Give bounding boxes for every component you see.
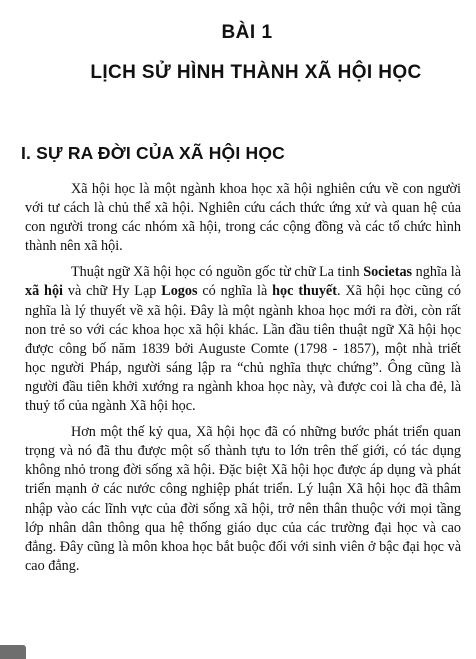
- body-text: [25, 180, 461, 583]
- paragraph-2: [25, 263, 461, 416]
- term-xa-hoi: xã hội: [25, 283, 63, 300]
- term-logos: Logos: [161, 283, 198, 300]
- section-heading: I. SỰ RA ĐỜI CỦA XÃ HỘI HỌC: [21, 143, 285, 163]
- term-hoc-thuyet: học thuyết: [272, 283, 337, 300]
- paragraph-2-text-3: và chữ Hy Lạp: [63, 283, 162, 300]
- term-societas: Societas: [363, 264, 413, 281]
- paragraph-2-text-1: Thuật ngữ Xã hội học có nguồn gốc từ chữ La tinh: [71, 264, 364, 281]
- paragraph-1: Xã hội học là một ngành khoa học xã hội nghiên cứu về con người với tư cách là chủ thể xã hội. Nghiên cứu cách thức ứng xử và quan hệ của con người trong các nhóm xã hội, trong các cộng đồng và các tổ chức hình thành nên xã hội.: [25, 181, 461, 255]
- paragraph-3: Hơn một thế kỷ qua, Xã hội học đã có những bước phát triển quan trọng và nó đã thu được một số thành tựu to lớn trên thế giới, có tác dụng không nhỏ trong đời sống xã hội. Đặc biệt Xã hội học được áp dụng và phát triển mạnh ở các nước công nghiệp phát triển. Lý luận Xã hội học đã thâm nhập vào các lĩnh vực của đời sống xã hội, trở nên thân thuộc với mọi tầng lớp nhân dân thông qua hệ thống giáo dục của các trường đại học và cao đẳng. Đây cũng là môn khoa học bắt buộc đối với sinh viên ở bậc đại học và cao đẳng.: [25, 424, 461, 574]
- lesson-number: BÀI 1: [221, 22, 273, 43]
- paragraph-2-text-5: . Xã hội học cũng có nghĩa là lý thuyết về xã hội. Đây là một ngành khoa học mới ra đời, còn rất non trẻ so với các khoa học xã hội khác. Lần đầu tiên thuật ngữ Xã hội học được công bố năm 1839 bởi Auguste Comte (1798 - 1857), một nhà triết học người Pháp, người sáng lập ra “chủ nghĩa thực chứng”. Ông cũng là người đầu tiên khởi xướng ra ngành khoa học này, và được coi là cha đẻ, là thuỷ tổ của ngành Xã hội học.: [25, 283, 461, 415]
- paragraph-2-text-4: có nghĩa là: [197, 283, 273, 300]
- corner-scroll-tab: [0, 645, 26, 659]
- lesson-title: LỊCH SỬ HÌNH THÀNH XÃ HỘI HỌC: [90, 62, 422, 83]
- paragraph-2-text-2: nghĩa là: [412, 264, 462, 281]
